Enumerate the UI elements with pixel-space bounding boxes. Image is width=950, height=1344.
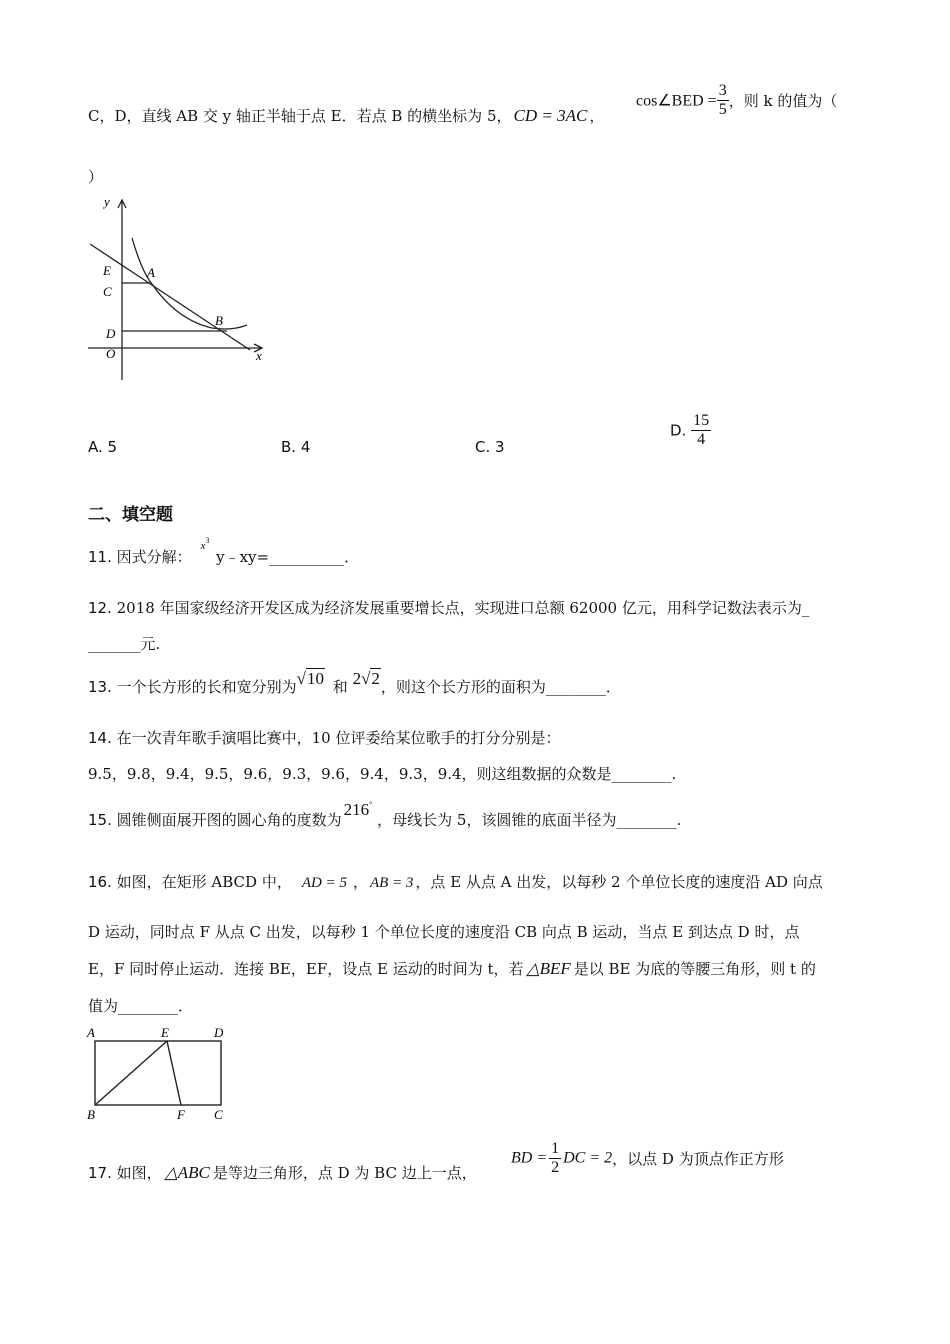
q10-cd-equation: CD = 3AC bbox=[513, 106, 588, 125]
q10-option-a[interactable]: A. 5 bbox=[88, 438, 118, 456]
label-b: B bbox=[87, 1107, 95, 1122]
q16-ab: AB = 3 bbox=[369, 875, 414, 891]
q13-coef: 2 bbox=[352, 669, 362, 688]
q10-cos-den: 5 bbox=[718, 101, 727, 118]
q10-option-d[interactable] bbox=[670, 412, 711, 449]
q16-pre: 如图，在矩形 ABCD 中， bbox=[116, 873, 292, 891]
q17-bd-pre: BD = bbox=[511, 1149, 548, 1167]
q10-figure bbox=[82, 192, 277, 387]
q14-num: 14. bbox=[88, 729, 112, 747]
q10-option-d-num: 15 bbox=[693, 412, 710, 429]
q11 bbox=[88, 536, 360, 567]
q12-line2: _______元. bbox=[88, 635, 161, 653]
q10-line1-post: ，则 k 的值为（ bbox=[728, 92, 838, 110]
q11-post: y﹣xy=__________． bbox=[216, 548, 360, 566]
label-d: D bbox=[214, 1025, 224, 1040]
q10-line1-pre: C，D，直线 AB 交 y 轴正半轴于点 E．若点 B 的横坐标为 5， bbox=[88, 107, 512, 125]
label-e: E bbox=[161, 1025, 169, 1040]
q13-and: 和 bbox=[332, 678, 348, 696]
q10-cos-fraction bbox=[717, 82, 729, 119]
q10-cos-pre: cos∠BED = bbox=[636, 92, 717, 110]
q10-cos-expression bbox=[636, 82, 837, 119]
q17-half-num: 1 bbox=[551, 1140, 560, 1157]
q17-bd-post: DC = 2 bbox=[563, 1149, 613, 1167]
q17 bbox=[88, 1162, 477, 1183]
q16-line1-post: ，点 E 从点 A 出发，以每秒 2 个单位长度的速度沿 AD 向点 bbox=[415, 873, 823, 891]
q10-comma: ， bbox=[589, 107, 605, 125]
q16-ad: AD = 5 bbox=[301, 875, 347, 891]
q12-line1 bbox=[88, 597, 809, 618]
q11-x: x bbox=[200, 540, 206, 552]
label-a: A bbox=[147, 265, 155, 280]
label-e: E bbox=[103, 263, 111, 278]
q10-option-d-label: D. bbox=[670, 421, 687, 440]
q13-num: 13. bbox=[88, 678, 112, 696]
q11-pre: 因式分解： bbox=[116, 548, 192, 566]
q13-sqrt-2: √2 bbox=[361, 669, 380, 688]
label-c: C bbox=[103, 284, 112, 299]
q15-degree: ° bbox=[369, 800, 373, 809]
q16-num: 16. bbox=[88, 873, 112, 891]
label-o: O bbox=[106, 346, 116, 361]
q16-line3-post: 是以 BE 为底的等腰三角形，则 t 的 bbox=[573, 960, 816, 978]
q16-line2: D 运动，同时点 F 从点 C 出发，以每秒 1 个单位长度的速度沿 CB 向点 B 运动，当点 E 到达点 D 时，点 bbox=[88, 923, 800, 941]
rectangle-abcd bbox=[95, 1041, 221, 1105]
q15 bbox=[88, 799, 682, 829]
q11-num: 11. bbox=[88, 548, 112, 566]
q10-option-c[interactable]: C. 3 bbox=[475, 438, 505, 456]
segment-be bbox=[95, 1041, 167, 1105]
q12-num: 12. bbox=[88, 599, 112, 617]
label-f: F bbox=[177, 1107, 185, 1122]
q16-line4: 值为________． bbox=[88, 997, 194, 1015]
segment-ef bbox=[167, 1041, 181, 1105]
q17-half-fraction bbox=[549, 1140, 561, 1177]
q14-text-line1: 在一次青年歌手演唱比赛中，10 位评委给某位歌手的打分分别是： bbox=[116, 729, 561, 747]
q16-figure bbox=[84, 1022, 234, 1122]
section-2-title: 二、填空题 bbox=[88, 505, 173, 525]
q12-text-line1: 2018 年国家级经济开发区成为经济发展重要增长点，实现进口总额 62000 亿元，用科学记数法表示为_ bbox=[116, 599, 810, 617]
label-y: y bbox=[104, 194, 110, 209]
q13-pre: 一个长方形的长和宽分别为 bbox=[116, 678, 297, 696]
q10-line1 bbox=[88, 105, 604, 126]
label-a: A bbox=[87, 1025, 95, 1040]
q13-sqrt2-radicand: 2 bbox=[371, 669, 380, 688]
q17-half-den: 2 bbox=[551, 1159, 560, 1176]
q10-option-d-den: 4 bbox=[697, 431, 706, 448]
q16-line3 bbox=[88, 958, 816, 979]
q15-pre: 圆锥侧面展开图的圆心角的度数为 bbox=[116, 811, 342, 829]
label-d: D bbox=[106, 326, 116, 341]
q13-sqrt-10: √10 bbox=[296, 669, 324, 688]
q15-post: ，母线长为 5，该圆锥的底面半径为________. bbox=[377, 811, 682, 829]
q17-post: ，以点 D 为顶点作正方形 bbox=[612, 1150, 784, 1168]
q16-line1: 16. 如图，在矩形 ABCD 中， AD = 5 ， AB = 3 ，点 E 从点 A 出发，以每秒 2 个单位长度的速度沿 AD 向点 bbox=[88, 873, 823, 891]
q13 bbox=[88, 668, 621, 696]
q10-option-b[interactable]: B. 4 bbox=[281, 438, 311, 456]
q17-mid: 是等边三角形，点 D 为 BC 边上一点， bbox=[212, 1164, 477, 1182]
q11-exp: 3 bbox=[205, 536, 210, 545]
label-b: B bbox=[215, 313, 223, 328]
q15-num: 15. bbox=[88, 811, 112, 829]
q14-line1 bbox=[88, 727, 561, 748]
q16-line3-pre: E，F 同时停止运动．连接 BE，EF，设点 E 运动的时间为 t，若 bbox=[88, 960, 524, 978]
q10-cos-num: 3 bbox=[718, 82, 727, 99]
q10-option-d-fraction bbox=[691, 412, 711, 449]
q17-pre: 如图， bbox=[116, 1164, 162, 1182]
q13-sqrt1-radicand: 10 bbox=[307, 669, 324, 688]
q13-post: ，则这个长方形的面积为________． bbox=[380, 678, 621, 696]
q17-triangle: △ABC bbox=[164, 1163, 210, 1182]
q16-triangle: △BEF bbox=[526, 959, 571, 978]
q15-angle: 216 bbox=[343, 800, 370, 819]
q10-close-paren: ） bbox=[88, 168, 104, 186]
q14-line2: 9.5，9.8，9.4，9.5，9.6，9.3，9.6，9.4，9.3，9.4，则这组数据的众数是________. bbox=[88, 765, 677, 783]
label-c: C bbox=[214, 1107, 223, 1122]
label-x: x bbox=[256, 348, 262, 363]
q17-num: 17. bbox=[88, 1164, 112, 1182]
q17-bd-expression bbox=[511, 1140, 784, 1177]
